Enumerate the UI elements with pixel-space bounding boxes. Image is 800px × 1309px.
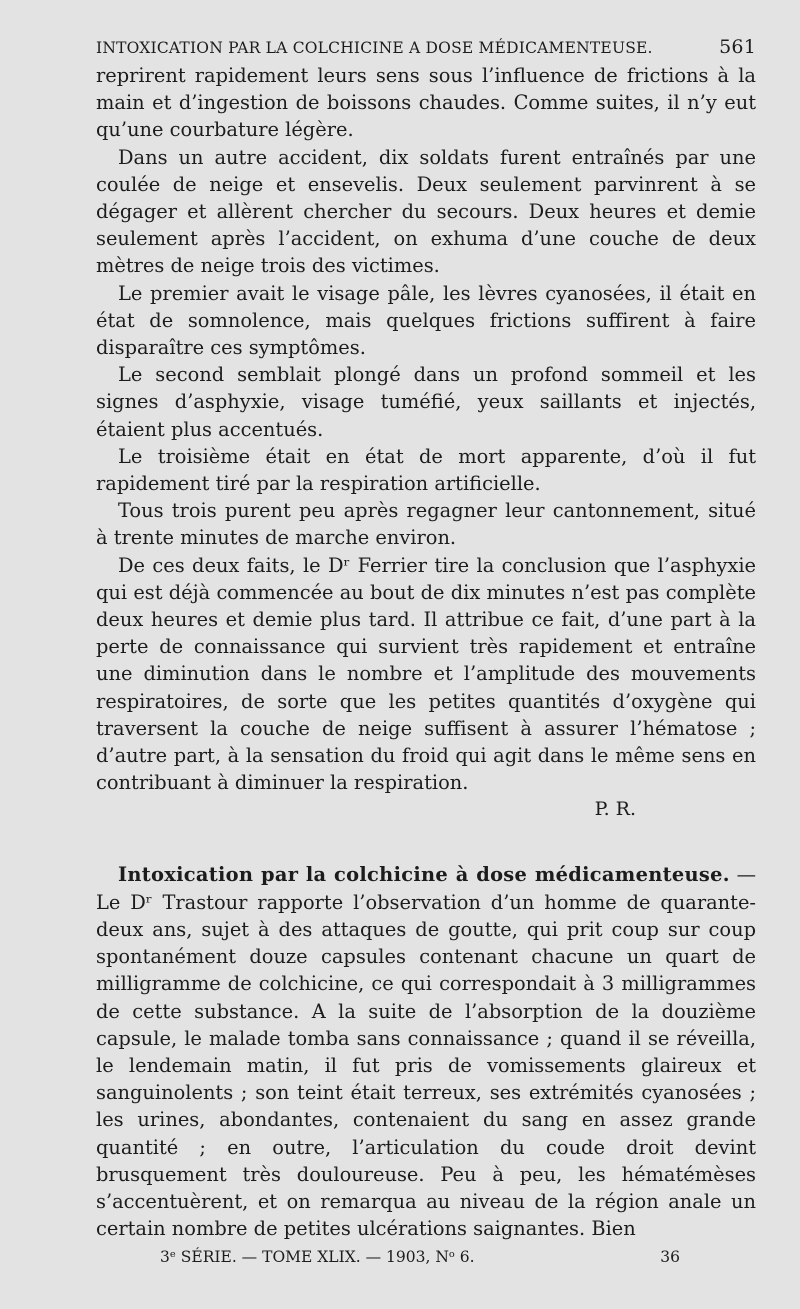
author-signature: P. R.: [594, 798, 636, 821]
running-header: [96, 36, 756, 58]
paragraph: Le troisième était en état de mort apparente, d’où il fut rapidement tiré par la respiration artificielle.: [96, 444, 756, 496]
paragraph: Tous trois purent peu après regagner leur cantonnement, situé à trente minutes de marche environ.: [96, 499, 756, 550]
page-footer: [160, 1248, 680, 1266]
signature-mark: 36: [660, 1248, 680, 1266]
paragraph: Dans un autre accident, dix soldats furent entraînés par une coulée de neige et ensevelis. Deux seulement parvinrent à se dégager et allèrent chercher du secours. Deux heures et demie seulement après l’accident, on exhuma d’une couche de deux mètres de neige trois des victimes.: [96, 145, 756, 278]
article-body: [96, 62, 756, 1242]
paragraph: reprirent rapidement leurs sens sous l’influence de frictions à la main et d’ingestion de boissons chaudes. Comme suites, il n’y eut qu’une courbature légère.: [96, 64, 756, 142]
section-paragraph: [96, 861, 756, 1242]
section-title: Intoxication par la colchicine à dose médicamenteuse.: [118, 863, 730, 887]
paragraph: Le premier avait le visage pâle, les lèvres cyanosées, il était en état de somnolence, mais quelques frictions suffirent à faire disparaître ces symptômes.: [96, 281, 756, 360]
page-number: 561: [719, 36, 756, 58]
paragraph: De ces deux faits, le Dʳ Ferrier tire la conclusion que l’asphyxie qui est déjà commencée au bout de dix minutes n’est pas complète deux heures et demie plus tard. Il attribue ce fait, d’une part à la perte de connaissance qui survient très rapidement et entraîne une diminution dans le nombre et l’amplitude des mouvements respiratoires, de sorte que les petites quantités d’oxygène qui traversent la couche de neige suffisent à assurer l’hématose ; d’autre part, à la sensation du froid qui agit dans le même sens en contribuant à diminuer la respiration.: [96, 553, 756, 795]
running-title: INTOXICATION PAR LA COLCHICINE A DOSE MÉDICAMENTEUSE.: [96, 39, 653, 57]
section-text: — Le Dʳ Trastour rapporte l’observation d’un homme de quarante-deux ans, sujet à des attaques de goutte, qui prit coup sur coup spontanément douze capsules contenant chacune un quart de milligramme de colchicine, ce qui correspondait à 3 milligrammes de cette substance. A la suite de l’absorption de la douzième capsule, le malade tomba sans connaissance ; quand il se réveilla, le lendemain matin, il fut pris de vomissements glaireux et sanguinolents ; son teint était terreux, ses extrémités cyanosées ; les urines, abondantes, contenaient du sang en assez grande quantité ; en outre, l’articulation du coude droit devint brusquement très douloureuse. Peu à peu, les hématémèses s’accentuèrent, et on remarqua au niveau de la région anale un certain nombre de petites ulcérations saignantes. Bien: [96, 863, 756, 1241]
section-spacer: [96, 823, 756, 861]
journal-series: 3ᵉ SÉRIE. — TOME XLIX. — 1903, Nᵒ 6.: [160, 1248, 475, 1266]
paragraph: Le second semblait plongé dans un profond sommeil et les signes d’asphyxie, visage tuméfié, yeux saillants et injectés, étaient plus accentués.: [96, 363, 756, 441]
